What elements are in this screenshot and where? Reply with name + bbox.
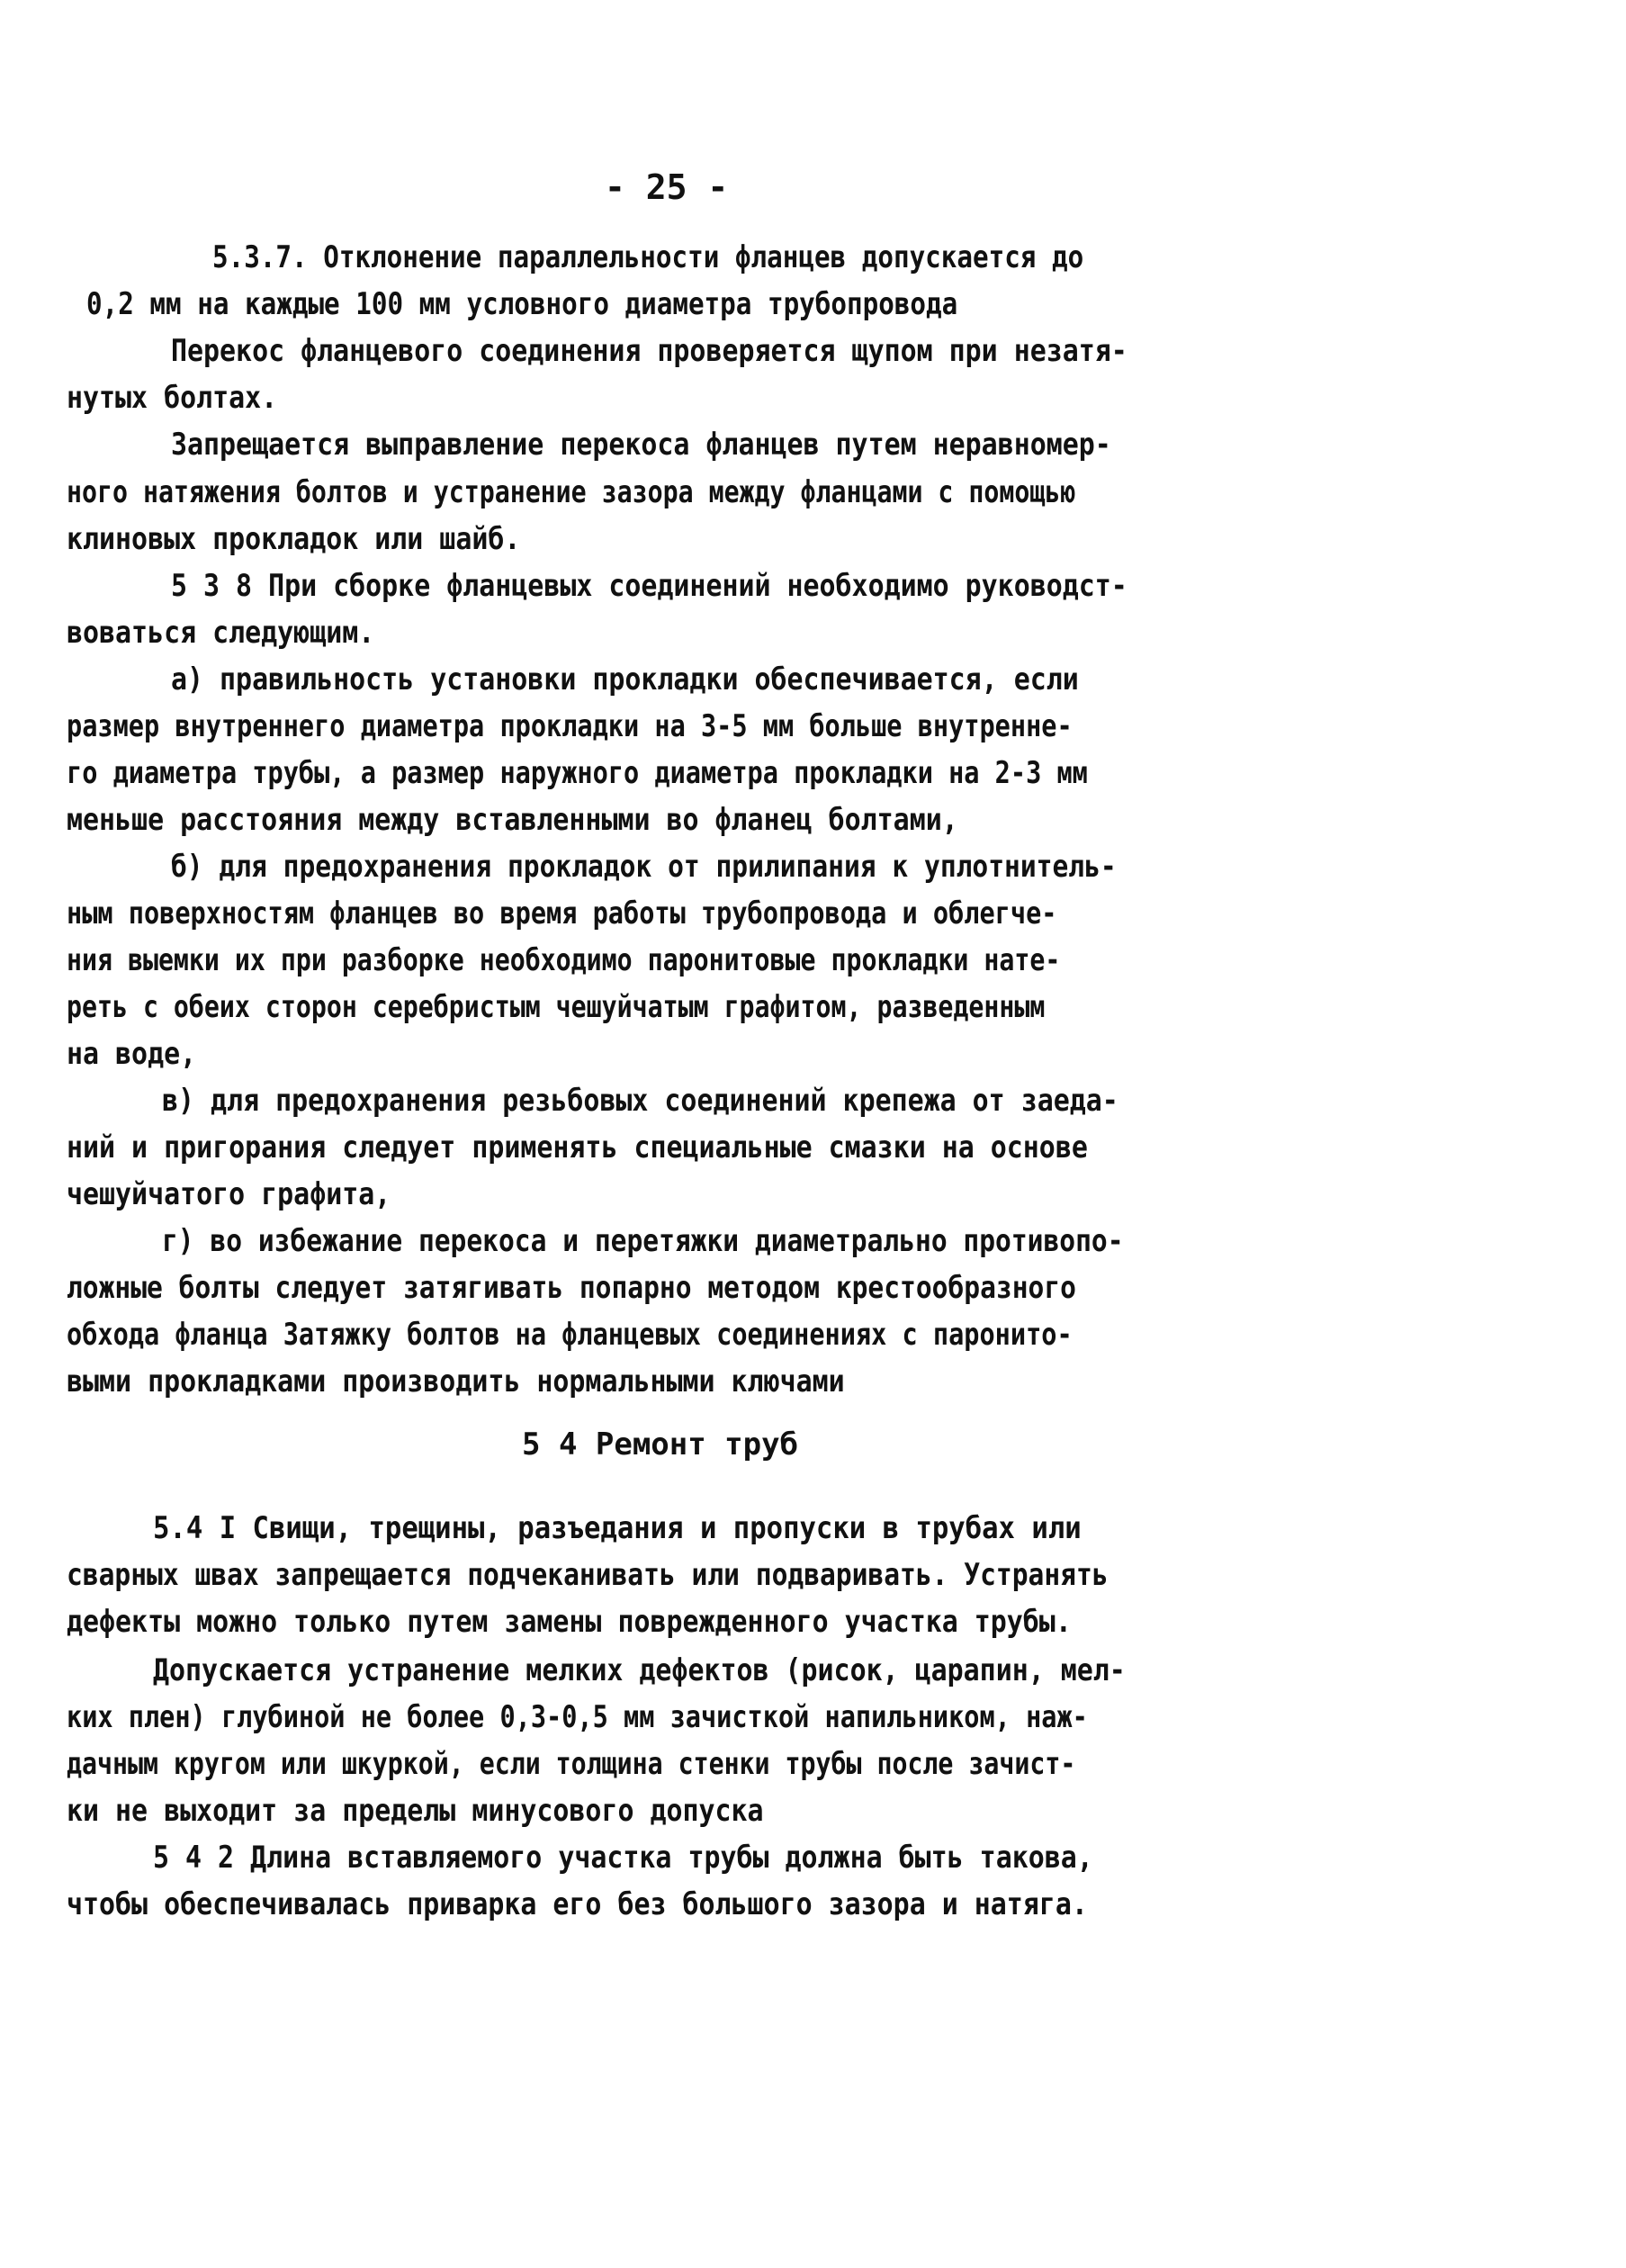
text-line: 0,2 мм на каждые 100 мм условного диаметра трубопровода — [86, 286, 958, 322]
text-line: Запрещается выправление перекоса фланцев путем неравномер- — [171, 427, 1111, 463]
text-line: а) правильность установки прокладки обеспечивается, если — [171, 662, 1079, 698]
text-line: го диаметра трубы, а размер наружного диаметра прокладки на 2-3 мм — [67, 755, 1088, 791]
text-line: Перекос фланцевого соединения проверяется щупом при незатя- — [171, 333, 1127, 369]
text-line: 5.3.7. Отклонение параллельности фланцев допускается до — [212, 239, 1084, 275]
text-line: реть с обеих сторон серебристым чешуйчатым графитом, разведенным — [67, 989, 1046, 1025]
text-line: 5 4 2 Длина вставляемого участка трубы должна быть такова, — [153, 1840, 1093, 1876]
text-line: ния выемки их при разборке необходимо паронитовые прокладки нате- — [67, 942, 1061, 978]
text-line: выми прокладками производить нормальными ключами — [67, 1364, 845, 1400]
text-line: воваться следующим. — [67, 615, 375, 651]
text-line: ний и пригорания следует применять специальные смазки на основе — [67, 1130, 1088, 1166]
text-line: ких плен) глубиной не более 0,3-0,5 мм зачисткой напильником, наж- — [67, 1699, 1088, 1735]
text-line: ного натяжения болтов и устранение зазора между фланцами с помощью — [67, 474, 1076, 510]
page-number: - 25 - — [605, 167, 729, 207]
text-line: б) для предохранения прокладок от прилипания к уплотнитель- — [171, 849, 1117, 885]
text-line: нутых болтах. — [67, 380, 278, 416]
text-line: размер внутреннего диаметра прокладки на 3-5 мм больше внутренне- — [67, 708, 1073, 744]
text-line: ным поверхностям фланцев во время работы трубопровода и облегче- — [67, 896, 1057, 932]
text-line: г) во избежание перекоса и перетяжки диаметрально противопо- — [162, 1223, 1124, 1259]
text-line: меньше расстояния между вставленными во фланец болтами, — [67, 802, 958, 838]
text-line: сварных швах запрещается подчеканивать или подваривать. Устранять — [67, 1557, 1109, 1593]
text-line: 5.4 I Свищи, трещины, разъедания и пропуски в трубах или — [153, 1510, 1082, 1546]
text-line: дачным кругом или шкуркой, если толщина стенки трубы после зачист- — [67, 1746, 1076, 1782]
text-line: ложные болты следует затягивать попарно методом крестообразного — [67, 1270, 1076, 1306]
text-line: в) для предохранения резьбовых соединений крепежа от заеда- — [162, 1083, 1118, 1119]
text-line: клиновых прокладок или шайб. — [67, 521, 521, 557]
text-line: 5 3 8 При сборке фланцевых соединений необходимо руководст- — [171, 568, 1127, 604]
text-line: дефекты можно только путем замены поврежденного участка трубы. — [67, 1604, 1072, 1640]
text-line: Допускается устранение мелких дефектов (рисок, царапин, мел- — [153, 1652, 1126, 1688]
text-line: чешуйчатого графита, — [67, 1176, 391, 1212]
text-line: обхода фланца Затяжку болтов на фланцевых соединениях с паронито- — [67, 1317, 1073, 1353]
text-line: на воде, — [67, 1036, 197, 1072]
section-heading: 5 4 Ремонт труб — [522, 1426, 799, 1462]
text-line: чтобы обеспечивалась приварка его без большого зазора и натяга. — [67, 1886, 1088, 1922]
text-line: ки не выходит за пределы минусового допуска — [67, 1793, 764, 1829]
